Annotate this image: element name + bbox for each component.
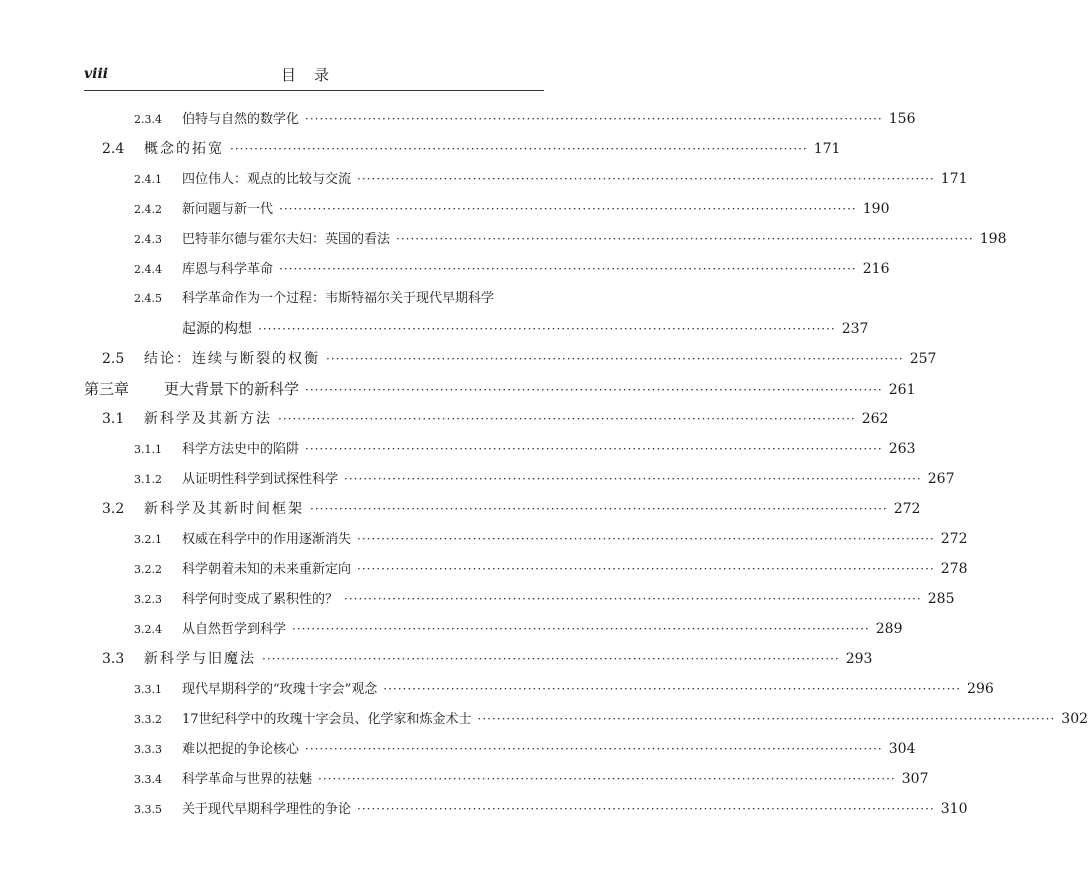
dot-leader: ························································································································ <box>262 652 840 666</box>
dot-leader: ························································································································ <box>310 502 888 516</box>
toc-entry-title: 科学革命作为一个过程：韦斯特福尔关于现代早期科学 <box>182 291 495 306</box>
toc-entry-title: 现代早期科学的“玫瑰十字会”观念 <box>182 682 378 697</box>
toc-entry-page: 263 <box>888 441 916 457</box>
dot-leader: ························································································································ <box>305 112 883 126</box>
toc-entry[interactable] <box>84 404 889 434</box>
dot-leader: ························································································································ <box>230 142 808 156</box>
toc-entry-row <box>134 284 544 314</box>
dot-leader: ························································································································ <box>383 682 962 696</box>
toc-entry-title: 科学方法史中的陷阱 <box>182 442 300 457</box>
toc-entry-title: 更大背景下的新科学 <box>164 380 300 398</box>
toc-entry-number: 2.4 <box>102 141 125 157</box>
dot-leader: ························································································································ <box>258 322 836 336</box>
dot-leader: ························································································································ <box>344 472 922 486</box>
toc-entry[interactable] <box>84 374 916 404</box>
dot-leader: ························································································································ <box>318 772 896 786</box>
toc-entry-title: 伯特与自然的数学化 <box>182 112 300 127</box>
toc-entry[interactable] <box>84 194 890 224</box>
toc-entry-page: 237 <box>841 321 869 337</box>
toc-entry-title: 权威在科学中的作用逐渐消失 <box>182 532 352 547</box>
toc-entry-row <box>134 704 1088 735</box>
toc-entry-row <box>182 314 869 344</box>
toc-entry-page: 262 <box>861 411 889 427</box>
toc-entry-number: 3.1 <box>102 411 125 427</box>
toc-entry-row <box>134 794 968 825</box>
toc-entry-title: 新科学及其新时间框架 <box>144 501 304 517</box>
toc-entry[interactable] <box>84 224 1007 254</box>
toc-entry-page: 302 <box>1061 711 1088 727</box>
toc-entry[interactable] <box>84 614 903 644</box>
toc-entry-page: 310 <box>940 801 968 817</box>
toc-entry-number: 3.3.1 <box>134 683 162 696</box>
toc-entry-title: 新科学与旧魔法 <box>144 651 256 667</box>
toc-entry[interactable] <box>84 164 968 194</box>
running-title: 目录 <box>280 66 347 84</box>
toc-entry-number: 3.3.5 <box>134 803 162 816</box>
toc-entry-page: 171 <box>940 171 968 187</box>
toc-entry[interactable] <box>84 344 937 374</box>
dot-leader: ························································································································ <box>326 352 904 366</box>
toc-entry[interactable] <box>84 704 1088 734</box>
dot-leader: ························································································································ <box>292 622 870 636</box>
toc-entry-row <box>102 644 873 674</box>
toc-entry-row <box>134 614 903 645</box>
toc-entry[interactable] <box>84 554 968 584</box>
toc-entry-row <box>134 104 916 135</box>
toc-entry-title: 概念的拓宽 <box>144 141 224 157</box>
dot-leader: ························································································································ <box>357 172 935 186</box>
dot-leader: ························································································································ <box>396 232 974 246</box>
toc-entry-title: 科学革命与世界的祛魅 <box>182 772 313 787</box>
toc-entry-title: 科学朝着未知的未来重新定向 <box>182 562 352 577</box>
toc-entry-page: 293 <box>845 651 873 667</box>
toc-entry-number: 3.3.2 <box>134 713 162 726</box>
toc-entry-number: 2.4.1 <box>134 173 162 186</box>
toc-entry-page: 216 <box>862 261 890 277</box>
toc-entry-row <box>102 344 937 374</box>
toc-entry-number: 3.2.1 <box>134 533 162 546</box>
toc-entry[interactable] <box>84 794 968 824</box>
toc-entry-number: 3.3.3 <box>134 743 162 756</box>
toc-entry[interactable] <box>84 464 955 494</box>
toc-entry-row <box>134 554 968 585</box>
toc-entry-title: 起源的构想 <box>182 321 252 337</box>
toc-entry[interactable] <box>84 254 890 284</box>
toc-entry-title: 四位伟人：观点的比较与交流 <box>182 172 352 187</box>
toc-entry-row <box>134 584 955 615</box>
toc-entry-number: 2.3.4 <box>134 113 162 126</box>
toc-entry-row <box>102 404 889 434</box>
toc-entry[interactable] <box>84 644 873 674</box>
toc-entry-row <box>134 674 994 705</box>
toc-entry-page: 296 <box>967 681 994 697</box>
toc-entry-row <box>134 764 929 795</box>
toc-entry-title: 结论：连续与断裂的权衡 <box>144 351 320 367</box>
toc-entry[interactable] <box>84 284 544 314</box>
toc-entry-number: 3.2.3 <box>134 593 162 606</box>
toc-entry-number: 3.1.2 <box>134 473 162 486</box>
toc-entry-row <box>134 524 968 555</box>
toc-entry-title: 科学何时变成了累积性的？ <box>182 592 339 607</box>
toc-entry-page: 198 <box>979 231 1007 247</box>
toc-entry[interactable] <box>84 434 916 464</box>
toc-entry-page: 257 <box>909 351 937 367</box>
toc-entry-number: 3.3 <box>102 651 125 667</box>
dot-leader: ························································································································ <box>279 202 857 216</box>
toc-entry-title: 17世纪科学中的玫瑰十字会员、化学家和炼金术士 <box>182 712 472 727</box>
toc-entry[interactable] <box>84 734 916 764</box>
dot-leader: ························································································································ <box>305 442 883 456</box>
toc-entry[interactable] <box>84 104 916 134</box>
toc-entry-page: 272 <box>893 501 921 517</box>
toc-entry-page: 278 <box>940 561 968 577</box>
toc-entry[interactable] <box>84 134 841 164</box>
dot-leader: ························································································································ <box>305 383 883 397</box>
toc-entry-page: 307 <box>901 771 929 787</box>
toc-entry-number: 2.4.2 <box>134 203 162 216</box>
toc-entry-page: 171 <box>813 141 841 157</box>
toc-entry-page: 272 <box>940 531 968 547</box>
toc-entry-page: 261 <box>888 382 916 398</box>
dot-leader: ························································································································ <box>305 742 883 756</box>
toc-entry-title: 从自然哲学到科学 <box>182 622 287 637</box>
toc-entry-page: 156 <box>888 111 916 127</box>
toc-entry-title: 库恩与科学革命 <box>182 262 274 277</box>
toc-entry-page: 304 <box>888 741 916 757</box>
toc-entry-row <box>134 164 968 195</box>
toc-entry-number: 3.3.4 <box>134 773 162 786</box>
toc-entry[interactable] <box>84 674 994 704</box>
page-folio: viii <box>84 66 109 82</box>
toc-entry-title: 关于现代早期科学理性的争论 <box>182 802 352 817</box>
dot-leader: ························································································································ <box>279 262 857 276</box>
toc-entry[interactable] <box>84 494 921 524</box>
dot-leader: ························································································································ <box>357 802 935 816</box>
toc-entry-number: 2.5 <box>102 351 125 367</box>
dot-leader: ························································································································ <box>278 412 856 426</box>
toc-entry[interactable] <box>84 764 929 794</box>
dot-leader: ························································································································ <box>357 532 935 546</box>
dot-leader: ························································································································ <box>477 712 1056 726</box>
toc-entry[interactable] <box>84 314 869 344</box>
toc-entry-title: 难以把捉的争论核心 <box>182 742 300 757</box>
toc-entry-row <box>134 734 916 765</box>
toc-entry-row <box>134 434 916 465</box>
toc-entry-number: 2.4.3 <box>134 233 162 246</box>
toc-entry[interactable] <box>84 584 955 614</box>
toc-entry-number: 2.4.5 <box>134 292 162 305</box>
toc-entry-row <box>134 254 890 285</box>
toc-entry-page: 285 <box>927 591 955 607</box>
toc-entry-title: 从证明性科学到试探性科学 <box>182 472 339 487</box>
toc-entry-row <box>134 464 955 495</box>
toc-entry-page: 190 <box>862 201 890 217</box>
toc-entry[interactable] <box>84 524 968 554</box>
toc-entry-number: 3.2.2 <box>134 563 162 576</box>
running-header <box>84 62 544 90</box>
toc-entry-row <box>134 194 890 225</box>
toc-entry-number: 第三章 <box>84 380 130 398</box>
toc-entry-row <box>134 224 1007 255</box>
toc-entry-title: 新科学及其新方法 <box>144 411 272 427</box>
toc-entry-title: 巴特菲尔德与霍尔夫妇：英国的看法 <box>182 232 391 247</box>
toc-entry-row <box>84 374 916 405</box>
dot-leader: ························································································································ <box>357 562 935 576</box>
toc-entry-row <box>102 494 921 524</box>
toc-entry-page: 267 <box>927 471 955 487</box>
toc-entry-row <box>102 134 841 164</box>
header-rule <box>84 90 544 91</box>
toc-entry-number: 2.4.4 <box>134 263 162 276</box>
toc-entry-title: 新问题与新一代 <box>182 202 274 217</box>
table-of-contents <box>84 104 1088 824</box>
toc-entry-page: 289 <box>875 621 903 637</box>
toc-entry-number: 3.2.4 <box>134 623 162 636</box>
dot-leader: ························································································································ <box>344 592 922 606</box>
toc-entry-number: 3.2 <box>102 501 125 517</box>
toc-entry-number: 3.1.1 <box>134 443 162 456</box>
